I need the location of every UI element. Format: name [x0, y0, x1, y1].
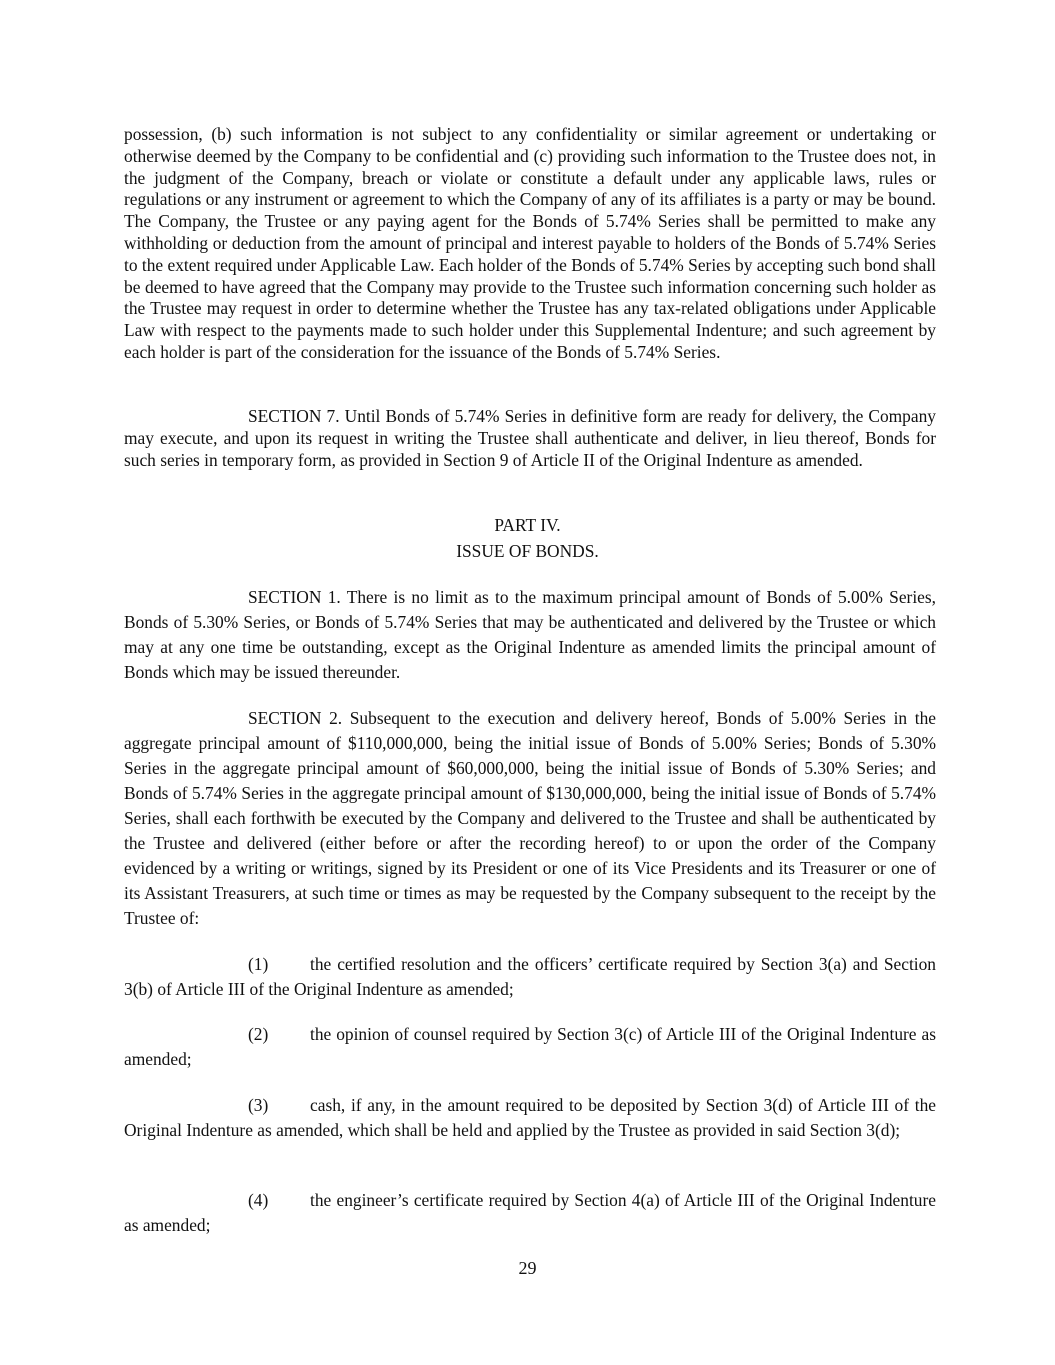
list-item	[124, 1093, 936, 1143]
section-7-paragraph: SECTION 7. Until Bonds of 5.74% Series in definitive form are ready for delivery, the Company may execute, and upon its request in writing the Trustee shall authenticate and deliver, in lieu thereof, Bonds for such series in temporary form, as provided in Section 9 of Article II of the Original Indenture as amended.	[124, 406, 936, 470]
list-item-number: (4)	[248, 1190, 269, 1210]
list-item-text: the opinion of counsel required by Section 3(c) of Article III of the Original Indenture as amended;	[124, 1024, 936, 1069]
list-item-text: the certified resolution and the officers’ certificate required by Section 3(a) and Section 3(b) of Article III of the Original Indenture as amended;	[124, 954, 936, 999]
part-4-section-2-paragraph: SECTION 2. Subsequent to the execution and delivery hereof, Bonds of 5.00% Series in the aggregate principal amount of $110,000,000, being the initial issue of Bonds of 5.00% Series; Bonds of 5.30% Series in the aggregate principal amount of $60,000,000, being the initial issue of Bonds of 5.30% Series; and Bonds of 5.74% Series in the aggregate principal amount of $130,000,000, being the initial issue of Bonds of 5.74% Series, shall each forthwith be executed by the Company and delivered to the Trustee and shall be authenticated by the Trustee and delivered (either before or after the recording hereof) to or upon the order of the Company evidenced by a writing or writings, signed by its President or one of its Vice Presidents and its Treasurer or one of its Assistant Treasurers, at such time or times as may be requested by the Company subsequent to the receipt by the Trustee of:	[124, 708, 936, 928]
part-4-section-1-paragraph: SECTION 1. There is no limit as to the maximum principal amount of Bonds of 5.00% Series, Bonds of 5.30% Series, or Bonds of 5.74% Series that may be authenticated and delivered by the Trustee or which may at any one time be outstanding, except as the Original Indenture as amended limits the principal amount of Bonds which may be issued thereunder.	[124, 587, 936, 682]
list-item-number: (2)	[248, 1024, 269, 1044]
part-subheading: ISSUE OF BONDS.	[456, 541, 599, 561]
continuation-paragraph: possession, (b) such information is not subject to any confidentiality or similar agreement or undertaking or otherwise deemed by the Company to be confidential and (c) providing such information to the Trustee does not, in the judgment of the Company, breach or violate or constitute a default under any applicable laws, rules or regulations or any instrument or agreement to which the Company of any of its affiliates is a party or may be bound. The Company, the Trustee or any paying agent for the Bonds of 5.74% Series shall be permitted to make any withholding or deduction from the amount of principal and interest payable to holders of the Bonds of 5.74% Series to the extent required under Applicable Law. Each holder of the Bonds of 5.74% Series by accepting such bond shall be deemed to have agreed that the Company may provide to the Trustee such information concerning such holder as the Trustee may request in order to determine whether the Trustee has any tax-related obligations under Applicable Law with respect to the payments made to such holder under this Supplemental Indenture; and such agreement by each holder is part of the consideration for the issuance of the Bonds of 5.74% Series.	[124, 124, 936, 362]
list-item	[124, 1188, 936, 1238]
part-heading: PART IV.	[494, 515, 561, 535]
list-item-number: (3)	[248, 1095, 269, 1115]
list-item-text: the engineer’s certificate required by Section 4(a) of Article III of the Original Indenture as amended;	[124, 1190, 936, 1235]
list-item-text: cash, if any, in the amount required to be deposited by Section 3(d) of Article III of the Original Indenture as amended, which shall be held and applied by the Trustee as provided in said Section 3(d);	[124, 1095, 936, 1140]
list-item-number: (1)	[248, 954, 269, 974]
list-item	[124, 1022, 936, 1072]
list-item	[124, 952, 936, 1002]
page-number: 29	[518, 1258, 537, 1278]
